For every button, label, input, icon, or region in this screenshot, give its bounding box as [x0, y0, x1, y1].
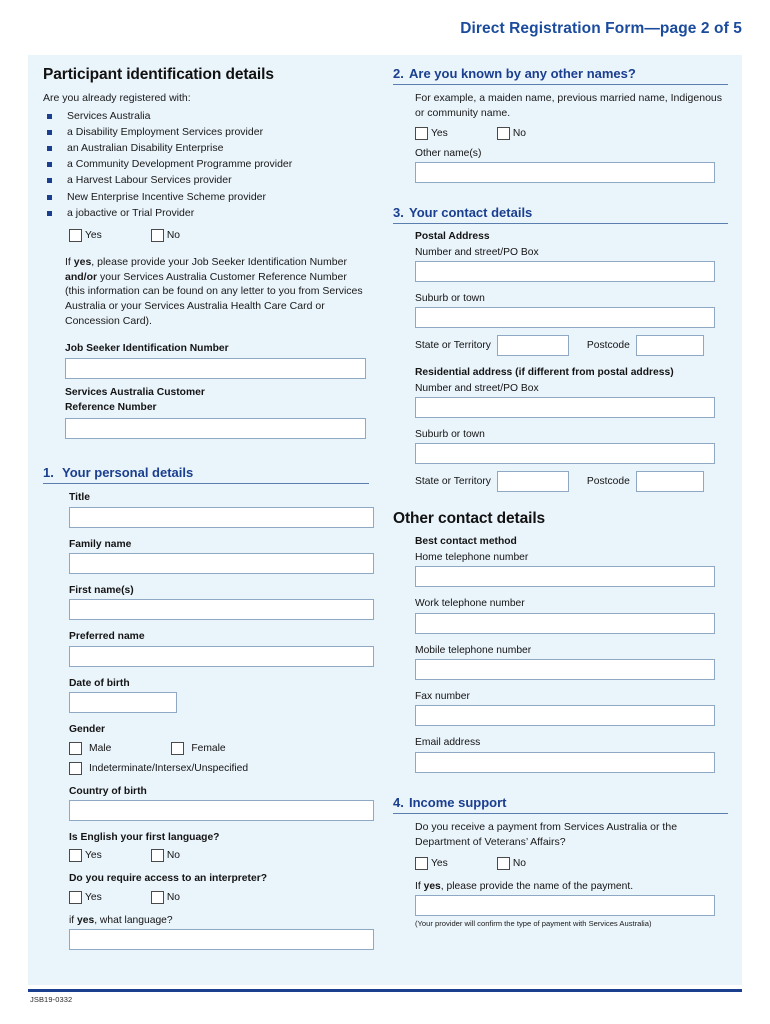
- english-yes-label: Yes: [85, 850, 102, 862]
- residential-state-postcode-row: [415, 471, 728, 492]
- list-item: [43, 108, 369, 124]
- title-input[interactable]: [69, 507, 374, 528]
- list-item: [43, 124, 369, 140]
- first-names-label: First name(s): [69, 585, 134, 597]
- section-4-number: 4.: [393, 794, 404, 810]
- other-names-input[interactable]: [415, 162, 715, 183]
- language-input[interactable]: [69, 929, 374, 950]
- income-support-question: Do you receive a payment from Services Australia or the Department of Veterans’ Affairs?: [415, 820, 678, 848]
- english-answer-row: [69, 849, 369, 862]
- residential-postcode-input[interactable]: [636, 471, 704, 492]
- country-of-birth-input[interactable]: [69, 800, 374, 821]
- list-item: [43, 205, 369, 221]
- registered-with-lead: Are you already registered with:: [43, 92, 191, 104]
- work-phone-label: Work telephone number: [415, 598, 525, 610]
- crn-input[interactable]: [65, 418, 366, 439]
- list-item: [43, 172, 369, 188]
- interpreter-question-label: Do you require access to an interpreter?: [69, 873, 267, 885]
- participant-heading: Participant identification details: [43, 66, 274, 83]
- checkbox-icon[interactable]: [415, 857, 428, 870]
- bullet-square-icon: [47, 114, 52, 119]
- fax-input[interactable]: [415, 705, 715, 726]
- page-title: Direct Registration Form—page 2 of 5: [460, 20, 742, 37]
- payment-disclaimer: (Your provider will confirm the type of payment with Services Australia): [415, 918, 652, 928]
- preferred-name-label: Preferred name: [69, 631, 145, 643]
- gender-label: Gender: [69, 724, 106, 736]
- gender-row-2: [69, 762, 369, 775]
- gender-male-option[interactable]: [69, 742, 111, 755]
- section-2-heading: [393, 66, 728, 85]
- dob-input[interactable]: [69, 692, 177, 713]
- checkbox-icon[interactable]: [497, 857, 510, 870]
- registered-yes-label: Yes: [85, 229, 102, 241]
- english-no-option[interactable]: [151, 849, 180, 862]
- checkbox-icon[interactable]: [151, 891, 164, 904]
- checkbox-icon[interactable]: [497, 127, 510, 140]
- interpreter-yes-label: Yes: [85, 891, 102, 903]
- mobile-phone-input[interactable]: [415, 659, 715, 680]
- list-item-label: a Disability Employment Services provider: [67, 126, 264, 139]
- section-4-heading: [393, 795, 728, 814]
- interpreter-yes-option[interactable]: [69, 891, 102, 904]
- section-3-heading: [393, 205, 728, 224]
- postal-address-heading: Postal Address: [415, 231, 490, 243]
- section-1-body: [43, 491, 369, 950]
- bullet-square-icon: [47, 162, 52, 167]
- section-2-number: 2.: [393, 66, 404, 81]
- gender-female-label: Female: [191, 742, 226, 754]
- postal-suburb-label: Suburb or town: [415, 292, 485, 304]
- other-names-no-option[interactable]: [497, 127, 526, 140]
- list-item: [43, 189, 369, 205]
- language-question-label: if yes, what language?: [69, 914, 173, 926]
- title-label: Title: [69, 492, 90, 504]
- checkbox-icon[interactable]: [151, 229, 164, 242]
- registered-with-list: [43, 108, 369, 220]
- list-item: [43, 156, 369, 172]
- english-yes-option[interactable]: [69, 849, 102, 862]
- postal-postcode-input[interactable]: [636, 335, 704, 356]
- left-column: [28, 55, 383, 985]
- crn-label-line1: Services Australia Customer: [65, 386, 205, 398]
- other-contact-body: [393, 535, 728, 772]
- checkbox-icon[interactable]: [151, 849, 164, 862]
- jsid-crn-block: [43, 255, 369, 440]
- registered-yes-option[interactable]: [69, 229, 102, 242]
- bullet-square-icon: [47, 146, 52, 151]
- best-contact-method-label: Best contact method: [415, 536, 517, 548]
- right-column: [383, 55, 742, 985]
- section-2-body: [393, 91, 728, 183]
- bullet-square-icon: [47, 178, 52, 183]
- bullet-square-icon: [47, 195, 52, 200]
- home-phone-input[interactable]: [415, 566, 715, 587]
- email-label: Email address: [415, 737, 481, 749]
- interpreter-answer-row: [69, 891, 369, 904]
- section-2-title: Are you known by any other names?: [409, 66, 636, 81]
- list-item-label: an Australian Disability Enterprise: [67, 142, 224, 155]
- checkbox-icon[interactable]: [171, 742, 184, 755]
- family-name-input[interactable]: [69, 553, 374, 574]
- english-question-label: Is English your first language?: [69, 831, 220, 843]
- crn-label-line2: Reference Number: [65, 401, 157, 413]
- other-names-yes-label: Yes: [431, 127, 448, 139]
- income-support-answer-row: [415, 857, 728, 870]
- interpreter-no-option[interactable]: [151, 891, 180, 904]
- postal-number-street-label: Number and street/PO Box: [415, 246, 539, 258]
- list-item-label: New Enterprise Incentive Scheme provider: [67, 190, 267, 203]
- registered-with-answer-row: [43, 229, 369, 242]
- gender-male-label: Male: [89, 742, 112, 754]
- checkbox-icon[interactable]: [69, 229, 82, 242]
- list-item-label: a Community Development Programme provider: [67, 158, 293, 171]
- bullet-square-icon: [47, 211, 52, 216]
- form-panel: [28, 55, 742, 985]
- email-input[interactable]: [415, 752, 715, 773]
- residential-number-street-input[interactable]: [415, 397, 715, 418]
- income-support-no-option[interactable]: [497, 857, 526, 870]
- section-1-title: Your personal details: [62, 465, 194, 481]
- checkbox-icon[interactable]: [69, 742, 82, 755]
- postal-state-label: State or Territory: [415, 340, 491, 352]
- residential-suburb-input[interactable]: [415, 443, 715, 464]
- preferred-name-input[interactable]: [69, 646, 374, 667]
- country-of-birth-label: Country of birth: [69, 785, 147, 797]
- income-support-no-label: No: [512, 857, 526, 869]
- section-3-body: [393, 230, 728, 492]
- postal-number-street-input[interactable]: [415, 261, 715, 282]
- registered-no-label: No: [166, 229, 180, 241]
- fax-label: Fax number: [415, 690, 470, 702]
- checkbox-icon[interactable]: [69, 849, 82, 862]
- first-names-input[interactable]: [69, 599, 374, 620]
- gender-other-label: Indeterminate/Intersex/Unspecified: [89, 762, 249, 774]
- mobile-phone-label: Mobile telephone number: [415, 644, 532, 656]
- bullet-square-icon: [47, 130, 52, 135]
- postal-suburb-input[interactable]: [415, 307, 715, 328]
- home-phone-label: Home telephone number: [415, 551, 529, 563]
- dob-label: Date of birth: [69, 677, 130, 689]
- checkbox-icon[interactable]: [415, 127, 428, 140]
- section-3-number: 3.: [393, 205, 404, 221]
- other-contact-heading: Other contact details: [393, 510, 546, 528]
- checkbox-icon[interactable]: [69, 762, 82, 775]
- income-support-yes-option[interactable]: [415, 857, 448, 870]
- footer-form-code: JSB19-0332: [30, 995, 73, 1004]
- family-name-label: Family name: [69, 538, 132, 550]
- other-names-label: Other name(s): [415, 147, 482, 159]
- section-3-title: Your contact details: [409, 205, 533, 221]
- residential-address-heading: Residential address (if different from postal address): [415, 367, 674, 379]
- residential-postcode-label: Postcode: [586, 476, 630, 488]
- footer-divider: [28, 989, 742, 992]
- list-item-label: a jobactive or Trial Provider: [67, 206, 195, 219]
- section-4-title: Income support: [409, 794, 507, 810]
- work-phone-input[interactable]: [415, 613, 715, 634]
- residential-suburb-label: Suburb or town: [415, 429, 485, 441]
- residential-number-street-label: Number and street/PO Box: [415, 382, 539, 394]
- payment-name-label: If yes, please provide the name of the payment.: [415, 880, 634, 892]
- gender-female-option[interactable]: [171, 742, 225, 755]
- list-item: [43, 140, 369, 156]
- jsid-input[interactable]: [65, 358, 366, 379]
- checkbox-icon[interactable]: [69, 891, 82, 904]
- section-4-body: [393, 820, 728, 929]
- english-no-label: No: [166, 850, 180, 862]
- postal-state-postcode-row: [415, 335, 728, 356]
- other-names-example: For example, a maiden name, previous married name, Indigenous or community name.: [415, 92, 722, 119]
- registered-no-option[interactable]: [151, 229, 180, 242]
- residential-state-input[interactable]: [497, 471, 569, 492]
- list-item-label: Services Australia: [67, 110, 151, 123]
- other-names-answer-row: [415, 127, 728, 140]
- postal-state-input[interactable]: [497, 335, 569, 356]
- section-1-number: 1.: [43, 465, 54, 481]
- interpreter-no-label: No: [166, 891, 180, 903]
- income-support-yes-label: Yes: [431, 857, 448, 869]
- other-names-no-label: No: [512, 127, 526, 139]
- payment-name-input[interactable]: [415, 895, 715, 916]
- other-names-yes-option[interactable]: [415, 127, 448, 140]
- ifyes-note: If yes, please provide your Job Seeker Identification Number and/or your Services Australia Customer Reference Number (this information can be found on any letter to you from Services Australia or your Services Australia Health Care Card or Concession Card).: [65, 255, 363, 328]
- residential-state-label: State or Territory: [415, 476, 491, 488]
- section-1-heading: [43, 465, 369, 484]
- list-item-label: a Harvest Labour Services provider: [67, 174, 232, 187]
- gender-row-1: [69, 742, 369, 755]
- postal-postcode-label: Postcode: [586, 340, 630, 352]
- gender-other-option[interactable]: [69, 762, 248, 775]
- jsid-label: Job Seeker Identification Number: [65, 343, 229, 355]
